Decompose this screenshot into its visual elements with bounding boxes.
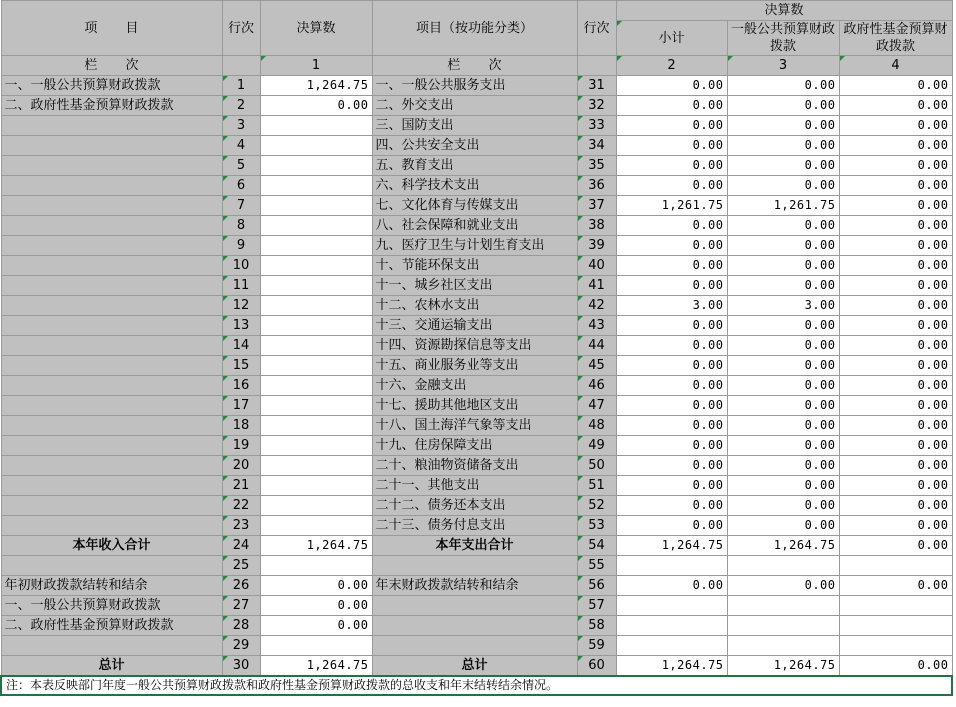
income-item[interactable] [1, 356, 222, 376]
expense-line-no[interactable]: 33 [577, 116, 616, 136]
income-amount[interactable]: 0.00 [260, 576, 372, 596]
income-amount[interactable] [260, 456, 372, 476]
expense-subtotal[interactable]: 1,264.75 [616, 536, 727, 556]
income-amount[interactable]: 0.00 [260, 616, 372, 636]
expense-line-no[interactable]: 45 [577, 356, 616, 376]
table-row [1, 356, 952, 376]
expense-line-no[interactable]: 48 [577, 416, 616, 436]
expense-item[interactable]: 五、教育支出 [372, 156, 577, 176]
income-amount[interactable] [260, 516, 372, 536]
expense-line-no[interactable]: 39 [577, 236, 616, 256]
expense-item[interactable]: 二十、粮油物资储备支出 [372, 456, 577, 476]
expense-item[interactable]: 十四、资源勘探信息等支出 [372, 336, 577, 356]
table-row [1, 616, 952, 636]
income-line-no[interactable]: 3 [222, 116, 260, 136]
column-label-left[interactable]: 栏 次 [1, 56, 222, 76]
expense-fund-budget[interactable] [839, 556, 952, 576]
expense-line-no[interactable]: 44 [577, 336, 616, 356]
income-line-no[interactable]: 17 [222, 396, 260, 416]
income-amount[interactable]: 0.00 [260, 596, 372, 616]
income-amount[interactable]: 1,264.75 [260, 76, 372, 96]
expense-fund-budget[interactable]: 0.00 [839, 236, 952, 256]
expense-line-no[interactable]: 59 [577, 636, 616, 656]
expense-item[interactable]: 三、国防支出 [372, 116, 577, 136]
expense-subtotal[interactable]: 3.00 [616, 296, 727, 316]
column-label-right[interactable]: 栏 次 [372, 56, 577, 76]
column-num-4[interactable]: 4 [839, 56, 952, 76]
income-amount[interactable] [260, 556, 372, 576]
expense-line-no[interactable]: 34 [577, 136, 616, 156]
header-actual-group[interactable]: 决算数 [616, 1, 952, 21]
income-line-no[interactable]: 21 [222, 476, 260, 496]
expense-line-no[interactable]: 54 [577, 536, 616, 556]
income-amount[interactable] [260, 256, 372, 276]
table-row [1, 576, 952, 596]
expense-general-budget[interactable]: 3.00 [727, 296, 839, 316]
income-item[interactable] [1, 176, 222, 196]
expense-item[interactable]: 二、外交支出 [372, 96, 577, 116]
column-blank[interactable] [222, 56, 260, 76]
expense-subtotal[interactable]: 0.00 [616, 116, 727, 136]
income-amount[interactable] [260, 216, 372, 236]
income-amount[interactable] [260, 416, 372, 436]
income-item[interactable]: 一、一般公共预算财政拨款 [1, 596, 222, 616]
expense-general-budget[interactable]: 0.00 [727, 516, 839, 536]
income-item[interactable] [1, 276, 222, 296]
expense-fund-budget[interactable]: 0.00 [839, 516, 952, 536]
income-item[interactable] [1, 556, 222, 576]
table-row [1, 156, 952, 176]
expense-subtotal[interactable]: 1,261.75 [616, 196, 727, 216]
income-item[interactable] [1, 236, 222, 256]
expense-item[interactable]: 八、社会保障和就业支出 [372, 216, 577, 236]
expense-subtotal[interactable] [616, 636, 727, 656]
table-row [1, 656, 952, 677]
expense-fund-budget[interactable]: 0.00 [839, 276, 952, 296]
expense-general-budget[interactable]: 0.00 [727, 176, 839, 196]
expense-general-budget[interactable]: 0.00 [727, 276, 839, 296]
expense-general-budget[interactable]: 1,261.75 [727, 196, 839, 216]
expense-general-budget[interactable]: 0.00 [727, 156, 839, 176]
income-amount[interactable] [260, 396, 372, 416]
table-row [1, 276, 952, 296]
expense-fund-budget[interactable]: 0.00 [839, 216, 952, 236]
income-item[interactable] [1, 256, 222, 276]
income-amount[interactable] [260, 496, 372, 516]
expense-general-budget[interactable] [727, 596, 839, 616]
income-amount[interactable] [260, 276, 372, 296]
header-project[interactable]: 项 目 [1, 1, 222, 56]
column-num-3[interactable]: 3 [727, 56, 839, 76]
expense-item[interactable]: 十三、交通运输支出 [372, 316, 577, 336]
expense-subtotal[interactable]: 0.00 [616, 376, 727, 396]
income-item[interactable] [1, 216, 222, 236]
income-item[interactable] [1, 476, 222, 496]
expense-fund-budget[interactable]: 0.00 [839, 336, 952, 356]
expense-subtotal[interactable]: 0.00 [616, 316, 727, 336]
income-item[interactable] [1, 316, 222, 336]
income-amount[interactable] [260, 236, 372, 256]
expense-fund-budget[interactable]: 0.00 [839, 416, 952, 436]
income-amount[interactable] [260, 116, 372, 136]
income-line-no[interactable]: 7 [222, 196, 260, 216]
income-item[interactable] [1, 436, 222, 456]
expense-fund-budget[interactable]: 0.00 [839, 296, 952, 316]
income-amount[interactable] [260, 296, 372, 316]
expense-general-budget[interactable]: 0.00 [727, 136, 839, 156]
income-line-no[interactable]: 15 [222, 356, 260, 376]
expense-general-budget[interactable]: 0.00 [727, 116, 839, 136]
expense-fund-budget[interactable]: 0.00 [839, 456, 952, 476]
expense-item[interactable]: 二十一、其他支出 [372, 476, 577, 496]
income-line-no[interactable]: 5 [222, 156, 260, 176]
expense-subtotal[interactable]: 0.00 [616, 76, 727, 96]
expense-fund-budget[interactable]: 0.00 [839, 356, 952, 376]
income-line-no[interactable]: 14 [222, 336, 260, 356]
income-line-no[interactable]: 25 [222, 556, 260, 576]
table-row [1, 476, 952, 496]
income-item[interactable]: 二、政府性基金预算财政拨款 [1, 96, 222, 116]
income-amount[interactable] [260, 476, 372, 496]
expense-item[interactable] [372, 616, 577, 636]
expense-item[interactable]: 本年支出合计 [372, 536, 577, 556]
income-item[interactable] [1, 296, 222, 316]
expense-item[interactable]: 十二、农林水支出 [372, 296, 577, 316]
income-amount[interactable] [260, 356, 372, 376]
income-item[interactable] [1, 636, 222, 656]
expense-subtotal[interactable]: 0.00 [616, 516, 727, 536]
expense-line-no[interactable]: 41 [577, 276, 616, 296]
expense-subtotal[interactable] [616, 596, 727, 616]
expense-fund-budget[interactable]: 0.00 [839, 396, 952, 416]
expense-fund-budget[interactable]: 0.00 [839, 376, 952, 396]
expense-subtotal[interactable]: 0.00 [616, 396, 727, 416]
expense-fund-budget[interactable]: 0.00 [839, 156, 952, 176]
expense-line-no[interactable]: 47 [577, 396, 616, 416]
expense-item[interactable]: 十九、住房保障支出 [372, 436, 577, 456]
expense-general-budget[interactable]: 0.00 [727, 316, 839, 336]
expense-subtotal[interactable]: 0.00 [616, 96, 727, 116]
table-row [1, 416, 952, 436]
expense-subtotal[interactable]: 0.00 [616, 216, 727, 236]
income-line-no[interactable]: 16 [222, 376, 260, 396]
expense-general-budget[interactable]: 0.00 [727, 96, 839, 116]
expense-general-budget[interactable]: 0.00 [727, 236, 839, 256]
expense-fund-budget[interactable]: 0.00 [839, 196, 952, 216]
income-item[interactable] [1, 496, 222, 516]
expense-fund-budget[interactable] [839, 616, 952, 636]
expense-item[interactable] [372, 556, 577, 576]
income-line-no[interactable]: 29 [222, 636, 260, 656]
table-row [1, 196, 952, 216]
expense-line-no[interactable]: 53 [577, 516, 616, 536]
expense-line-no[interactable]: 49 [577, 436, 616, 456]
income-line-no[interactable]: 1 [222, 76, 260, 96]
header-general-budget[interactable]: 一般公共预算财政拨款 [727, 21, 839, 56]
expense-fund-budget[interactable]: 0.00 [839, 256, 952, 276]
table-row [1, 76, 952, 96]
expense-item[interactable]: 二十三、债务付息支出 [372, 516, 577, 536]
table-row [1, 316, 952, 336]
expense-general-budget[interactable]: 0.00 [727, 376, 839, 396]
income-item[interactable] [1, 396, 222, 416]
expense-general-budget[interactable]: 1,264.75 [727, 536, 839, 556]
expense-general-budget[interactable]: 0.00 [727, 256, 839, 276]
expense-line-no[interactable]: 51 [577, 476, 616, 496]
income-amount[interactable]: 1,264.75 [260, 656, 372, 677]
income-line-no[interactable]: 18 [222, 416, 260, 436]
table-row [1, 396, 952, 416]
expense-line-no[interactable]: 43 [577, 316, 616, 336]
income-item[interactable]: 本年收入合计 [1, 536, 222, 556]
expense-line-no[interactable]: 38 [577, 216, 616, 236]
expense-subtotal[interactable]: 0.00 [616, 496, 727, 516]
income-item[interactable] [1, 456, 222, 476]
expense-item[interactable]: 四、公共安全支出 [372, 136, 577, 156]
expense-subtotal[interactable] [616, 616, 727, 636]
column-blank-2[interactable] [577, 56, 616, 76]
income-item[interactable] [1, 116, 222, 136]
expense-item[interactable]: 十、节能环保支出 [372, 256, 577, 276]
table-row [1, 456, 952, 476]
expense-line-no[interactable]: 57 [577, 596, 616, 616]
income-line-no[interactable]: 9 [222, 236, 260, 256]
expense-fund-budget[interactable]: 0.00 [839, 536, 952, 556]
expense-subtotal[interactable]: 0.00 [616, 416, 727, 436]
income-item[interactable] [1, 336, 222, 356]
expense-item[interactable] [372, 636, 577, 656]
income-line-no[interactable]: 26 [222, 576, 260, 596]
table-row [1, 536, 952, 556]
table-row [1, 336, 952, 356]
expense-subtotal[interactable]: 0.00 [616, 356, 727, 376]
expense-line-no[interactable]: 58 [577, 616, 616, 636]
expense-general-budget[interactable] [727, 556, 839, 576]
income-amount[interactable] [260, 336, 372, 356]
income-amount[interactable] [260, 136, 372, 156]
income-line-no[interactable]: 4 [222, 136, 260, 156]
income-line-no[interactable]: 23 [222, 516, 260, 536]
income-line-no[interactable]: 27 [222, 596, 260, 616]
income-line-no[interactable]: 2 [222, 96, 260, 116]
expense-line-no[interactable]: 42 [577, 296, 616, 316]
expense-fund-budget[interactable]: 0.00 [839, 116, 952, 136]
expense-subtotal[interactable]: 0.00 [616, 136, 727, 156]
income-amount[interactable] [260, 176, 372, 196]
expense-fund-budget[interactable]: 0.00 [839, 176, 952, 196]
expense-general-budget[interactable]: 0.00 [727, 436, 839, 456]
expense-line-no[interactable]: 50 [577, 456, 616, 476]
expense-general-budget[interactable]: 0.00 [727, 576, 839, 596]
expense-subtotal[interactable]: 0.00 [616, 336, 727, 356]
table-row [1, 556, 952, 576]
income-item[interactable] [1, 416, 222, 436]
income-line-no[interactable]: 8 [222, 216, 260, 236]
expense-line-no[interactable]: 35 [577, 156, 616, 176]
expense-fund-budget[interactable]: 0.00 [839, 436, 952, 456]
expense-item[interactable]: 十五、商业服务业等支出 [372, 356, 577, 376]
expense-fund-budget[interactable]: 0.00 [839, 496, 952, 516]
expense-general-budget[interactable]: 1,264.75 [727, 656, 839, 677]
header-fund-budget[interactable]: 政府性基金预算财政拨款 [839, 21, 952, 56]
expense-fund-budget[interactable]: 0.00 [839, 96, 952, 116]
expense-general-budget[interactable]: 0.00 [727, 216, 839, 236]
expense-subtotal[interactable]: 0.00 [616, 176, 727, 196]
table-row [1, 376, 952, 396]
expense-item[interactable]: 十七、援助其他地区支出 [372, 396, 577, 416]
income-item[interactable] [1, 516, 222, 536]
expense-general-budget[interactable]: 0.00 [727, 76, 839, 96]
expense-line-no[interactable]: 31 [577, 76, 616, 96]
expense-line-no[interactable]: 55 [577, 556, 616, 576]
expense-general-budget[interactable] [727, 636, 839, 656]
expense-fund-budget[interactable] [839, 596, 952, 616]
expense-general-budget[interactable]: 0.00 [727, 336, 839, 356]
expense-general-budget[interactable]: 0.00 [727, 356, 839, 376]
expense-item[interactable]: 年末财政拨款结转和结余 [372, 576, 577, 596]
expense-general-budget[interactable]: 0.00 [727, 476, 839, 496]
table-row [1, 496, 952, 516]
header-project-func[interactable]: 项目（按功能分类） [372, 1, 577, 56]
expense-general-budget[interactable]: 0.00 [727, 416, 839, 436]
income-line-no[interactable]: 30 [222, 656, 260, 677]
table-row [1, 176, 952, 196]
income-item[interactable]: 总计 [1, 656, 222, 677]
income-amount[interactable] [260, 316, 372, 336]
expense-general-budget[interactable]: 0.00 [727, 456, 839, 476]
expense-line-no[interactable]: 60 [577, 656, 616, 677]
expense-item[interactable]: 六、科学技术支出 [372, 176, 577, 196]
income-line-no[interactable]: 10 [222, 256, 260, 276]
income-line-no[interactable]: 6 [222, 176, 260, 196]
expense-line-no[interactable]: 32 [577, 96, 616, 116]
header-actual[interactable]: 决算数 [260, 1, 372, 56]
expense-fund-budget[interactable]: 0.00 [839, 576, 952, 596]
table-row [1, 256, 952, 276]
expense-line-no[interactable]: 37 [577, 196, 616, 216]
expense-fund-budget[interactable]: 0.00 [839, 136, 952, 156]
expense-item[interactable]: 一、一般公共服务支出 [372, 76, 577, 96]
table-row [1, 136, 952, 156]
table-row [1, 96, 952, 116]
expense-item[interactable]: 十一、城乡社区支出 [372, 276, 577, 296]
expense-item[interactable] [372, 596, 577, 616]
income-amount[interactable]: 1,264.75 [260, 536, 372, 556]
expense-item[interactable]: 九、医疗卫生与计划生育支出 [372, 236, 577, 256]
income-item[interactable]: 二、政府性基金预算财政拨款 [1, 616, 222, 636]
table-row [1, 296, 952, 316]
expense-fund-budget[interactable]: 0.00 [839, 656, 952, 677]
expense-line-no[interactable]: 52 [577, 496, 616, 516]
table-row [1, 596, 952, 616]
expense-general-budget[interactable]: 0.00 [727, 496, 839, 516]
table-row [1, 636, 952, 656]
income-line-no[interactable]: 19 [222, 436, 260, 456]
expense-subtotal[interactable]: 0.00 [616, 236, 727, 256]
expense-general-budget[interactable] [727, 616, 839, 636]
expense-item[interactable]: 七、文化体育与传媒支出 [372, 196, 577, 216]
header-line-no[interactable]: 行次 [222, 1, 260, 56]
income-amount[interactable] [260, 196, 372, 216]
income-line-no[interactable]: 24 [222, 536, 260, 556]
income-line-no[interactable]: 28 [222, 616, 260, 636]
income-line-no[interactable]: 12 [222, 296, 260, 316]
column-num-2[interactable]: 2 [616, 56, 727, 76]
expense-subtotal[interactable] [616, 556, 727, 576]
income-line-no[interactable]: 22 [222, 496, 260, 516]
expense-subtotal[interactable]: 0.00 [616, 276, 727, 296]
income-item[interactable] [1, 376, 222, 396]
expense-subtotal[interactable]: 0.00 [616, 456, 727, 476]
expense-line-no[interactable]: 40 [577, 256, 616, 276]
table-row [1, 116, 952, 136]
income-amount[interactable]: 0.00 [260, 96, 372, 116]
income-item[interactable] [1, 196, 222, 216]
table-row [1, 516, 952, 536]
table-row [1, 436, 952, 456]
table-row [1, 216, 952, 236]
expense-subtotal[interactable]: 0.00 [616, 156, 727, 176]
expense-subtotal[interactable]: 0.00 [616, 256, 727, 276]
expense-item[interactable]: 十八、国土海洋气象等支出 [372, 416, 577, 436]
expense-line-no[interactable]: 36 [577, 176, 616, 196]
income-item[interactable]: 一、一般公共预算财政拨款 [1, 76, 222, 96]
income-amount[interactable] [260, 436, 372, 456]
footnote[interactable]: 注：本表反映部门年度一般公共预算财政拨款和政府性基金预算财政拨款的总收支和年末结转结余情况。 [1, 676, 952, 695]
column-num-1[interactable]: 1 [260, 56, 372, 76]
table-row [1, 236, 952, 256]
expense-subtotal[interactable]: 0.00 [616, 476, 727, 496]
income-amount[interactable] [260, 636, 372, 656]
expense-subtotal[interactable]: 0.00 [616, 576, 727, 596]
expense-item[interactable]: 二十二、债务还本支出 [372, 496, 577, 516]
expense-line-no[interactable]: 46 [577, 376, 616, 396]
income-amount[interactable] [260, 156, 372, 176]
income-line-no[interactable]: 13 [222, 316, 260, 336]
expense-fund-budget[interactable]: 0.00 [839, 76, 952, 96]
expense-subtotal[interactable]: 1,264.75 [616, 656, 727, 677]
expense-subtotal[interactable]: 0.00 [616, 436, 727, 456]
income-item[interactable] [1, 136, 222, 156]
expense-fund-budget[interactable]: 0.00 [839, 476, 952, 496]
header-line-no-2[interactable]: 行次 [577, 1, 616, 56]
header-subtotal[interactable]: 小计 [616, 21, 727, 56]
expense-fund-budget[interactable] [839, 636, 952, 656]
income-line-no[interactable]: 11 [222, 276, 260, 296]
expense-item[interactable]: 十六、金融支出 [372, 376, 577, 396]
expense-fund-budget[interactable]: 0.00 [839, 316, 952, 336]
income-line-no[interactable]: 20 [222, 456, 260, 476]
expense-line-no[interactable]: 56 [577, 576, 616, 596]
income-item[interactable]: 年初财政拨款结转和结余 [1, 576, 222, 596]
expense-item[interactable]: 总计 [372, 656, 577, 677]
expense-general-budget[interactable]: 0.00 [727, 396, 839, 416]
income-amount[interactable] [260, 376, 372, 396]
income-item[interactable] [1, 156, 222, 176]
